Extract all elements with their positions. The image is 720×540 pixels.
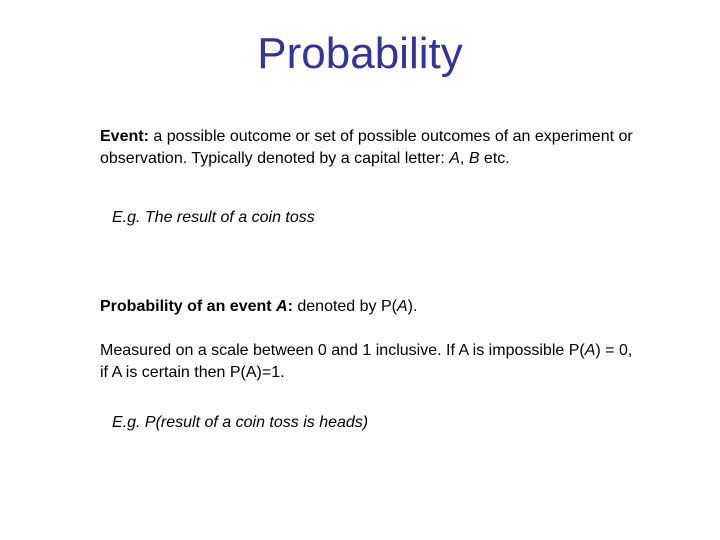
scale-definition xyxy=(100,340,640,384)
event-example: E.g. The result of a coin toss xyxy=(112,209,315,226)
scale-text-start: Measured on a scale between 0 and 1 inclusive. If A is impossible P( xyxy=(100,342,585,359)
event-definition-end: etc. xyxy=(479,150,510,167)
probability-definition-end: ). xyxy=(407,298,418,315)
event-var-b: B xyxy=(468,150,480,167)
event-separator: , xyxy=(459,150,469,167)
probability-var-a: A xyxy=(276,298,288,315)
probability-definition xyxy=(100,296,660,318)
scale-var-a: A xyxy=(584,342,596,359)
probability-colon: : xyxy=(287,298,293,315)
event-var-a: A xyxy=(449,150,460,167)
probability-definition-text: denoted by P( xyxy=(292,298,397,315)
event-term: Event: xyxy=(100,128,149,145)
event-definition-text: a possible outcome or set of possible outcomes of an experiment or observation. Typically denoted by a capital letter: xyxy=(100,128,633,167)
slide-title: Probability xyxy=(257,29,463,78)
probability-term: Probability of an event xyxy=(100,298,277,315)
scale-text-end: ) = 0, if A is certain then P(A)=1. xyxy=(100,342,633,381)
probability-var-a2: A xyxy=(397,298,408,315)
probability-example: E.g. P(result of a coin toss is heads) xyxy=(112,414,369,431)
event-definition xyxy=(100,126,660,170)
